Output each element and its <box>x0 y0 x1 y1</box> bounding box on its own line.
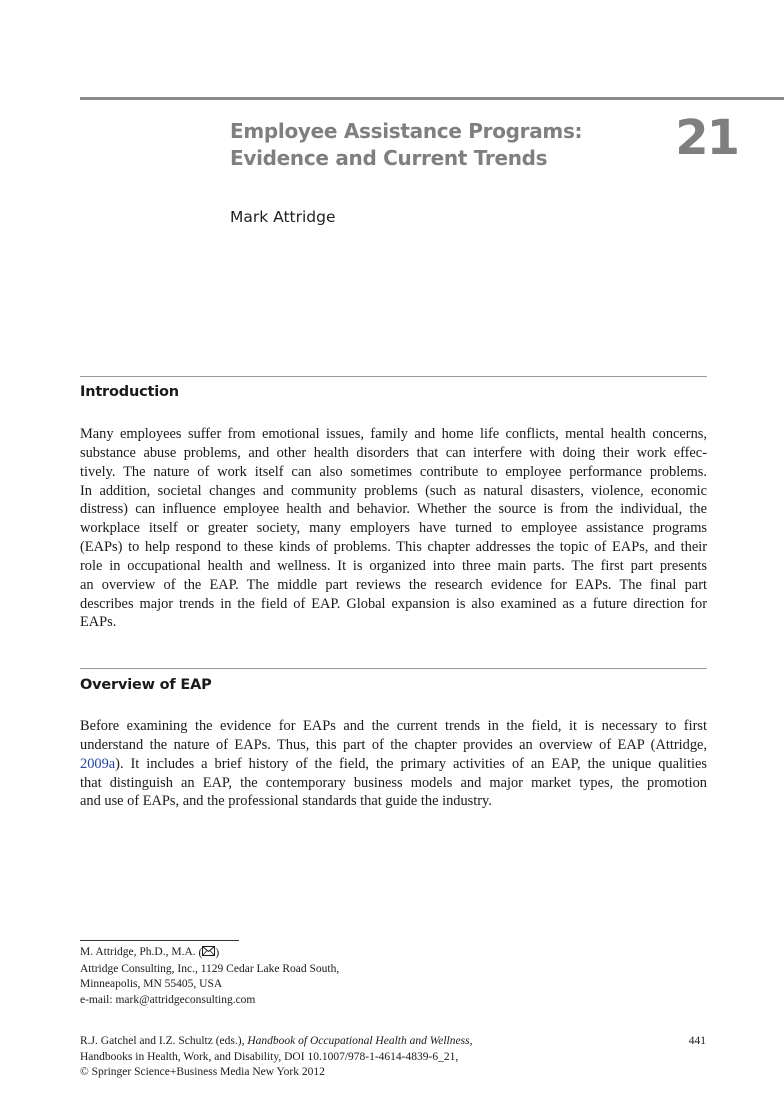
citation-editors: R.J. Gatchel and I.Z. Schultz (eds.), <box>80 1035 248 1047</box>
reference-link-attridge-2009a[interactable]: 2009a <box>80 755 116 772</box>
overview-line-text: ). It includes a brief history of the field, the primary activities of an EAP, the unique qualities <box>115 755 707 772</box>
introduction-line: role in occupational health and wellness. It is organized into three main parts. The first part presents <box>80 557 707 574</box>
footnote-author: M. Attridge, Ph.D., M.A. <box>80 946 196 958</box>
introduction-line: workplace itself or greater society, many employers have turned to employee assistance programs <box>80 520 707 537</box>
introduction-line: (EAPs) to help respond to these kinds of problems. This chapter addresses the topic of EAPs, and their <box>80 539 707 556</box>
overview-line: understand the nature of EAPs. Thus, this part of the chapter provides an overview of EAP (Attridge, <box>80 736 707 753</box>
chapter-title-line-1: Employee Assistance Programs: <box>230 119 583 143</box>
overview-line: Before examining the evidence for EAPs and the current trends in the field, it is necessary to first <box>80 718 707 734</box>
book-citation <box>80 1034 472 1081</box>
introduction-line: distress) can influence employee health and behavior. Whether the source is from the individual, the <box>80 501 707 518</box>
introduction-line: describes major trends in the field of EAP. Global expansion is also examined as a future direction for <box>80 595 707 612</box>
overview-line: and use of EAPs, and the professional standards that guide the industry. <box>80 793 492 810</box>
overview-rule <box>80 668 707 669</box>
envelope-icon: ( ) <box>198 947 220 959</box>
author-footnote <box>80 945 339 1008</box>
citation-book-title: Handbook of Occupational Health and Wellness <box>247 1035 470 1047</box>
introduction-heading: Introduction <box>80 384 179 400</box>
introduction-line: substance abuse problems, and other health disorders that can interfere with doing their work effec- <box>80 444 707 461</box>
citation-comma: , <box>469 1035 473 1047</box>
introduction-line: EAPs. <box>80 614 117 631</box>
chapter-title <box>230 118 650 172</box>
overview-paragraph <box>80 717 707 811</box>
introduction-rule <box>80 376 707 377</box>
citation-line-3: © Springer Science+Business Media New York 2012 <box>80 1066 325 1079</box>
overview-heading: Overview of EAP <box>80 677 212 693</box>
overview-line <box>80 755 707 774</box>
footnote-author-line <box>80 945 339 962</box>
citation-line-1 <box>80 1034 472 1050</box>
introduction-line: In addition, societal changes and community problems (such as natural disasters, violence, economic <box>80 482 707 499</box>
chapter-author: Mark Attridge <box>230 208 336 226</box>
chapter-number: 21 <box>675 110 738 166</box>
citation-line-2: Handbooks in Health, Work, and Disability, DOI 10.1007/978-1-4614-4839-6_21, <box>80 1050 459 1063</box>
footnote-email[interactable]: e-mail: mark@attridgeconsulting.com <box>80 993 256 1006</box>
overview-line: that distinguish an EAP, the contemporary business models and major market types, the promotion <box>80 774 707 791</box>
footnote-address-line-2: Minneapolis, MN 55405, USA <box>80 978 223 991</box>
footnote-address-line-1: Attridge Consulting, Inc., 1129 Cedar Lake Road South, <box>80 962 340 975</box>
chapter-top-rule <box>80 97 784 100</box>
introduction-line: Many employees suffer from emotional issues, family and home life conflicts, mental health concerns, <box>80 426 707 442</box>
introduction-paragraph <box>80 425 707 632</box>
footnote-rule <box>80 940 239 941</box>
introduction-line: an overview of the EAP. The middle part reviews the research evidence for EAPs. The final part <box>80 576 707 593</box>
page-number: 441 <box>688 1035 706 1047</box>
introduction-line: tively. The nature of work itself can also sometimes contribute to employee performance problems. <box>80 463 707 480</box>
chapter-title-line-2: Evidence and Current Trends <box>230 146 548 170</box>
